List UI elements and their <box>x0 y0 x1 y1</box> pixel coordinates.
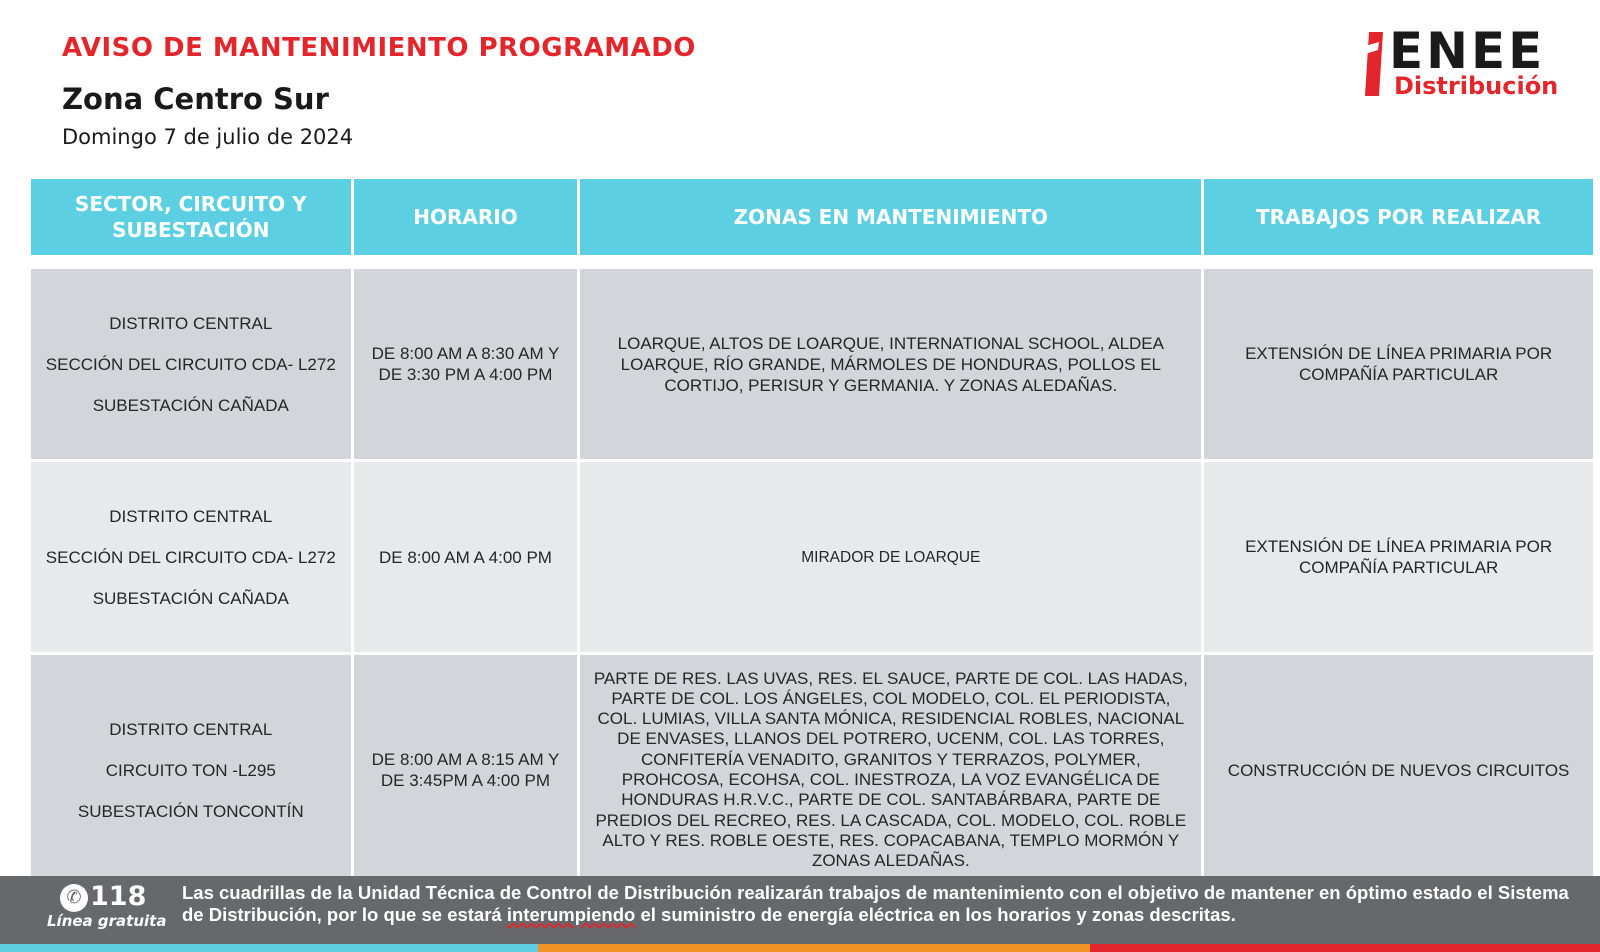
footer-notice <box>182 882 1572 926</box>
sector-cell <box>31 655 351 885</box>
work-cell: EXTENSIÓN DE LÍNEA PRIMARIA POR COMPAÑÍA PARTICULAR <box>1204 462 1593 652</box>
circuit-label: SECCIÓN DEL CIRCUITO CDA- L272 <box>45 354 336 374</box>
footer-text-2: el suministro de energía eléctrica en los horarios y zonas descritas. <box>635 904 1236 925</box>
header-zones: ZONAS EN MANTENIMIENTO <box>580 179 1201 255</box>
substation-label: SUBESTACIÓN CAÑADA <box>92 395 289 415</box>
phone-number: 118 <box>90 881 147 912</box>
zones-cell: MIRADOR DE LOARQUE <box>580 462 1201 652</box>
header-schedule: HORARIO <box>354 179 578 255</box>
substation-label: SUBESTACIÓN TONCONTÍN <box>77 801 304 821</box>
stripe-orange <box>538 944 1090 952</box>
color-stripes <box>0 944 1600 952</box>
enee-mark-icon <box>1365 32 1383 96</box>
logo-subtitle: Distribución <box>1394 72 1559 100</box>
header-work: TRABAJOS POR REALIZAR <box>1204 179 1593 255</box>
table-row <box>31 269 1593 459</box>
sector-cell <box>31 269 351 459</box>
header-sector: SECTOR, CIRCUITO Y SUBESTACIÓN <box>31 179 351 255</box>
work-cell: EXTENSIÓN DE LÍNEA PRIMARIA POR COMPAÑÍA PARTICULAR <box>1204 269 1593 459</box>
schedule-cell: DE 8:00 AM A 4:00 PM <box>354 462 578 652</box>
footer-text-1: Las cuadrillas de la Unidad Técnica de Control de Distribución realizarán trabajos de mantenimiento con el objetivo de mantener en óptimo estado el Sistema de Distribución, por lo que se estará <box>182 882 1569 925</box>
substation-label: SUBESTACIÓN CAÑADA <box>92 588 289 608</box>
logo-brand: ENEE <box>1389 22 1546 80</box>
table-row <box>31 655 1593 885</box>
district-label: DISTRITO CENTRAL <box>109 506 273 526</box>
stripe-cyan <box>0 944 538 952</box>
notice-title: AVISO DE MANTENIMIENTO PROGRAMADO <box>62 33 696 63</box>
stripe-red <box>1090 944 1600 952</box>
district-label: DISTRITO CENTRAL <box>109 313 273 333</box>
sector-cell <box>31 462 351 652</box>
schedule-cell: DE 8:00 AM A 8:30 AM Y DE 3:30 PM A 4:00 PM <box>354 269 578 459</box>
phone-label: Línea gratuita <box>47 912 167 930</box>
district-label: DISTRITO CENTRAL <box>109 719 273 739</box>
phone-block <box>60 881 170 914</box>
circuit-label: CIRCUITO TON -L295 <box>105 760 276 780</box>
maintenance-table <box>28 176 1596 888</box>
notice-date: Domingo 7 de julio de 2024 <box>62 125 354 149</box>
schedule-cell: DE 8:00 AM A 8:15 AM Y DE 3:45PM A 4:00 PM <box>354 655 578 885</box>
zone-name: Zona Centro Sur <box>62 82 329 116</box>
work-cell: CONSTRUCCIÓN DE NUEVOS CIRCUITOS <box>1204 655 1593 885</box>
table-row <box>31 462 1593 652</box>
footer-bar <box>0 876 1600 944</box>
enee-logo <box>1362 22 1590 106</box>
phone-icon: ✆ <box>60 884 88 912</box>
circuit-label: SECCIÓN DEL CIRCUITO CDA- L272 <box>45 547 336 567</box>
footer-text-misspelled: interumpiendo <box>506 904 636 925</box>
zones-cell: PARTE DE RES. LAS UVAS, RES. EL SAUCE, PARTE DE COL. LAS HADAS, PARTE DE COL. LOS ÁNGELES, COL MODELO, COL. EL PERIODISTA, COL. LUMIAS, VILLA SANTA MÓNICA, RESIDENCIAL ROBLES, NACIONAL DE ENVASES, LLANOS DEL POTRERO, UCENM, COL. LAS TORRES, CONFITERÍA VENADITO, GRANITOS Y TERRAZOS, POLYMER, PROHCOSA, ECOHSA, COL. INESTROZA, LA VOZ EVANGÉLICA DE HONDURAS H.R.V.C., PARTE DE COL. SANTABÁRBARA, PARTE DE PREDIOS DEL RECREO, RES. LA CASCADA, COL. MODELO, COL. ROBLE ALTO Y RES. ROBLE OESTE, RES. COPACABANA, TEMPLO MORMÓN Y ZONAS ALEDAÑAS. <box>580 655 1201 885</box>
zones-cell: LOARQUE, ALTOS DE LOARQUE, INTERNATIONAL SCHOOL, ALDEA LOARQUE, RÍO GRANDE, MÁRMOLES DE HONDURAS, POLLOS EL CORTIJO, PERISUR Y GERMANIA. Y ZONAS ALEDAÑAS. <box>580 269 1201 459</box>
table-header-row <box>31 179 1593 255</box>
